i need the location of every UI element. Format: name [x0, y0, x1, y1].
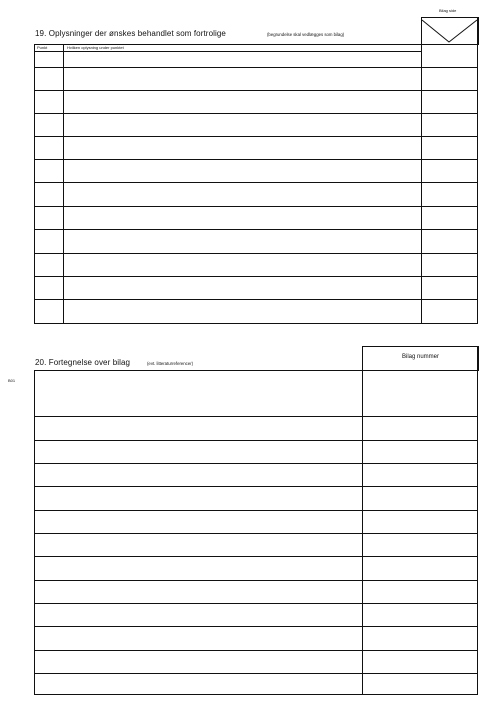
- table-19-col-divider: [63, 44, 64, 324]
- table-19-row-rule: [34, 206, 478, 207]
- table-19-row-rule: [34, 299, 478, 300]
- section-19-subheading: (begrundelse skal vedlægges som bilag): [267, 32, 345, 37]
- section-20-heading: 20. Fortegnelse over bilag: [35, 358, 131, 367]
- table-20-row-rule: [34, 650, 478, 651]
- table-19-row-rule: [34, 182, 478, 183]
- table-20-row-rule: [34, 463, 478, 464]
- table-20-top-border: [34, 370, 478, 371]
- section-20-subheading: (evt. litteraturreferencer): [147, 361, 194, 366]
- section-19-heading: 19. Oplysninger der ønskes behandlet som fortrolige: [35, 29, 226, 38]
- table-20-right-border: [477, 346, 478, 695]
- col-header-oplysning: Hvilken oplysning under punktet: [67, 45, 124, 50]
- table-19-header-rule: [34, 51, 422, 52]
- table-19-row-rule: [34, 229, 478, 230]
- table-19-row-rule: [34, 276, 478, 277]
- envelope-icon: [421, 17, 478, 45]
- margin-code: B01: [8, 378, 16, 383]
- table-20-row-rule: [34, 603, 478, 604]
- table-19-left-border: [34, 44, 35, 324]
- table-19-row-rule: [34, 113, 478, 114]
- table-20-bottom-border: [34, 694, 478, 695]
- table-19-row-rule: [34, 67, 478, 68]
- bilag-side-label: Bilag side: [439, 8, 457, 13]
- table-20-row-rule: [34, 440, 478, 441]
- col-header-bilag-nummer: Bilag nummer: [401, 354, 439, 360]
- table-20-row-rule: [34, 486, 478, 487]
- table-19-row-rule: [34, 253, 478, 254]
- table-20-row-rule: [34, 626, 478, 627]
- table-20-row-rule: [34, 416, 478, 417]
- table-20-row-rule: [34, 580, 478, 581]
- col-header-punkt: Punkt: [37, 45, 48, 50]
- table-19-bottom-border: [34, 323, 478, 324]
- table-20-row-rule: [34, 533, 478, 534]
- table-19-row-rule: [34, 90, 478, 91]
- table-19-side-col-divider: [421, 44, 422, 324]
- table-19-right-border: [477, 17, 478, 324]
- table-20-row-rule: [34, 556, 478, 557]
- table-19-row-rule: [34, 159, 478, 160]
- table-20-row-rule: [34, 510, 478, 511]
- table-19-row-rule: [34, 136, 478, 137]
- table-20-col-divider: [362, 346, 363, 695]
- table-20-row-rule: [34, 673, 478, 674]
